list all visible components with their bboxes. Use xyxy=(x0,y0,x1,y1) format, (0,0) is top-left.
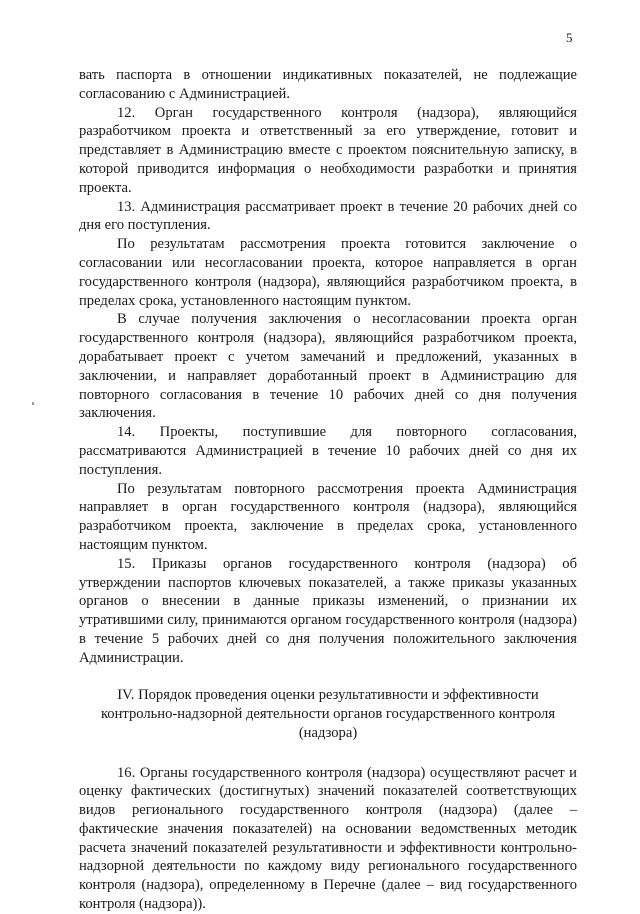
section-heading-line: контрольно-надзорной деятельности органов государственного контроля xyxy=(100,705,556,722)
paragraph-16: 16. Органы государственного контроля (надзора) осуществляют расчет и оценку фактических (достигнутых) значений показателей соответствующих видов регионального государственного контроля (надзора) (далее – фактические значения показателей) на основании ведомственных методик расчета значений показателей результативности и эффективности контрольно-надзорной деятельности по каждому виду регионального государственного контроля (надзора), определенному в Перечне (далее – вид государственного контроля (надзора)). xyxy=(79,764,577,913)
paragraph-12: 12. Орган государственного контроля (надзора), являющийся разработчиком проекта и ответственный за его утверждение, готовит и представляет в Администрацию вместе с проектом пояснительную записку, в которой приводится информация о необходимости разработки и принятия проекта. xyxy=(79,104,577,196)
paragraph-13-rejection: В случае получения заключения о несогласовании проекта орган государственного контроля (надзора), являющийся разработчиком проекта, дорабатывает проект с учетом замечаний и предложений, указанных в заключении, и направляет доработанный проект в Администрацию для повторного согласования в течение 10 рабочих дней со дня получения заключения. xyxy=(79,311,577,422)
document-body xyxy=(79,66,577,914)
paragraph-13-review: По результатам рассмотрения проекта готовится заключение о согласовании или несогласовании проекта, которое направляется в орган государственного контроля (надзора), являющийся разработчиком проекта, в пределах срока, установленного настоящим пунктом. xyxy=(79,236,577,309)
paragraph-14: 14. Проекты, поступившие для повторного согласования, рассматриваются Администрацией в течение 10 рабочих дней со дня их поступления. xyxy=(79,424,577,478)
section-heading xyxy=(79,686,577,743)
section-heading-line: IV. Порядок проведения оценки результативности и эффективности xyxy=(117,686,539,703)
page-number: 5 xyxy=(566,30,573,45)
paragraph-continuation: вать паспорта в отношении индикативных показателей, не подлежащие согласованию с Администрацией. xyxy=(79,67,577,102)
paragraph-15: 15. Приказы органов государственного контроля (надзора) об утверждении паспортов ключевых показателей, а также приказы указанных органов о внесении в данные приказы изменений, о признании их утратившими силу, принимаются органом государственного контроля (надзора) в течение 5 рабочих дней со дня получения положительного заключения Администрации. xyxy=(79,555,577,666)
section-heading-line: (надзора) xyxy=(298,724,358,741)
paragraph-14-review: По результатам повторного рассмотрения проекта Администрация направляет в орган государственного контроля (надзора), являющийся разработчиком проекта, заключение в пределах срока, установленного настоящим пунктом. xyxy=(79,480,577,553)
scan-speck xyxy=(32,402,34,405)
paragraph-13: 13. Администрация рассматривает проект в течение 20 рабочих дней со дня его поступления. xyxy=(79,198,577,234)
